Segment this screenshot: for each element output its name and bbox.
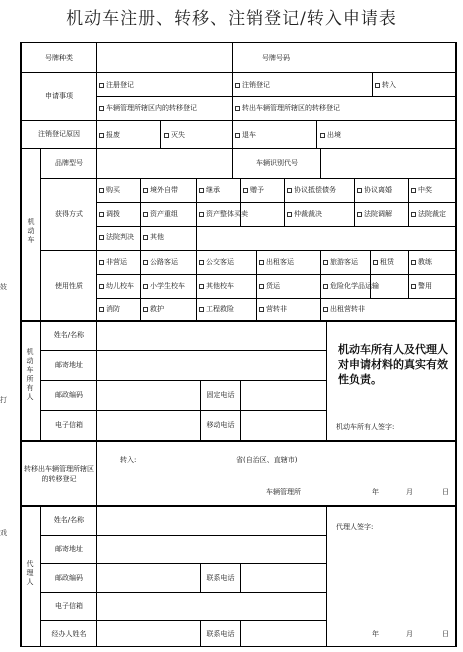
usage-option: 工程救险 — [206, 305, 234, 313]
agent-group-label: 代理人 — [26, 560, 34, 586]
transfer-out-label: 转移出车辆管理所辖区的转移登记 — [24, 465, 94, 483]
rule — [20, 320, 457, 322]
rule — [40, 563, 326, 564]
rule — [284, 178, 285, 226]
rule — [196, 250, 197, 320]
rule — [316, 120, 317, 148]
acq-option: 协议离婚 — [364, 186, 392, 194]
usage-option: 其他校车 — [206, 282, 234, 290]
rule — [140, 250, 141, 320]
agent-address-label: 邮寄地址 — [55, 545, 83, 553]
checkbox-usage[interactable] — [99, 307, 104, 312]
handler-phone-label: 联系电话 — [206, 630, 235, 638]
checkbox-usage[interactable] — [259, 307, 264, 312]
usage-option: 货运 — [266, 282, 280, 290]
rule — [96, 202, 457, 203]
agent-phone-label: 联系电话 — [206, 574, 235, 582]
acq-option: 法院调解 — [364, 210, 392, 218]
checkbox-acq[interactable] — [287, 212, 292, 217]
checkbox-acq[interactable] — [199, 188, 204, 193]
rule — [96, 226, 457, 227]
rule — [372, 72, 373, 96]
brand-label: 品牌型号 — [55, 159, 83, 167]
agent-month: 月 — [406, 630, 413, 638]
checkbox-return[interactable] — [235, 133, 240, 138]
rule — [40, 410, 326, 411]
rule — [408, 178, 409, 226]
checkbox-register[interactable] — [99, 83, 104, 88]
agent-email-label: 电子信箱 — [55, 602, 83, 610]
checkbox-usage[interactable] — [411, 260, 416, 265]
acq-option: 购买 — [106, 186, 120, 194]
checkbox-acq[interactable] — [357, 188, 362, 193]
owner-name-label: 姓名/名称 — [53, 331, 85, 339]
rule — [20, 505, 457, 507]
checkbox-transfer-out[interactable] — [235, 106, 240, 111]
checkbox-usage[interactable] — [199, 260, 204, 265]
acq-option: 法院判决 — [106, 233, 134, 241]
checkbox-usage[interactable] — [143, 284, 148, 289]
usage-option: 教练 — [418, 258, 432, 266]
rule — [96, 96, 457, 97]
checkbox-usage[interactable] — [99, 284, 104, 289]
usage-option: 出租客运 — [266, 258, 294, 266]
province-label: 省(自治区、直辖市) — [236, 456, 298, 464]
option-transfer-in: 转入 — [382, 81, 396, 89]
transfer-year: 年 — [372, 488, 379, 496]
rule — [326, 505, 327, 646]
office-label: 车辆管理所 — [266, 488, 301, 496]
checkbox-acq[interactable] — [99, 188, 104, 193]
rule — [40, 535, 326, 536]
acquire-label: 获得方式 — [55, 210, 83, 218]
usage-option: 营转非 — [266, 305, 287, 313]
checkbox-usage[interactable] — [99, 260, 104, 265]
owner-mobile-label: 移动电话 — [206, 421, 235, 429]
agent-signature-label: 代理人签字: — [336, 523, 374, 531]
transfer-day: 日 — [442, 488, 449, 496]
usage-option: 消防 — [106, 305, 120, 313]
checkbox-usage[interactable] — [259, 260, 264, 265]
usage-option: 出租营转非 — [330, 305, 365, 313]
rule — [40, 592, 326, 593]
margin-fragment: 打 — [0, 396, 7, 404]
acq-option: 继承 — [206, 186, 220, 194]
option-cancel: 注销登记 — [242, 81, 270, 89]
rule — [40, 505, 41, 646]
checkbox-usage[interactable] — [199, 307, 204, 312]
rule — [326, 320, 327, 440]
application-label: 申请事项 — [45, 92, 73, 100]
checkbox-usage[interactable] — [143, 307, 148, 312]
rule — [20, 72, 457, 73]
rule — [240, 620, 241, 646]
owner-postcode-label: 邮政编码 — [55, 391, 83, 399]
margin-fragment: 戏 — [0, 529, 7, 537]
option-scrap: 报废 — [106, 131, 120, 139]
rule — [20, 148, 457, 149]
rule — [96, 298, 457, 299]
acq-option: 中奖 — [418, 186, 432, 194]
plate-number-label: 号牌号码 — [262, 54, 290, 62]
usage-option: 租赁 — [380, 258, 394, 266]
acq-option: 法院裁定 — [418, 210, 446, 218]
rule — [320, 250, 321, 320]
rule — [354, 178, 355, 226]
agent-day: 日 — [442, 630, 449, 638]
transfer-in-label: 转入: — [120, 456, 137, 464]
acq-option: 其他 — [150, 233, 164, 241]
rule — [96, 274, 457, 275]
usage-label: 使用性质 — [55, 282, 83, 290]
rule — [20, 42, 457, 43]
agent-name-label: 姓名/名称 — [53, 516, 85, 524]
checkbox-acq[interactable] — [99, 212, 104, 217]
usage-option: 公交客运 — [206, 258, 234, 266]
option-transfer-within: 车辆管理所辖区内的转移登记 — [106, 104, 197, 112]
option-register: 注册登记 — [106, 81, 134, 89]
rule — [232, 42, 233, 148]
checkbox-exit[interactable] — [320, 133, 325, 138]
checkbox-usage[interactable] — [373, 260, 378, 265]
acq-option: 仲裁裁决 — [294, 210, 322, 218]
checkbox-acq[interactable] — [99, 235, 104, 240]
rule — [160, 120, 161, 148]
checkbox-transfer-within[interactable] — [99, 106, 104, 111]
checkbox-transfer-in[interactable] — [375, 83, 380, 88]
owner-email-label: 电子信箱 — [55, 421, 83, 429]
checkbox-acq[interactable] — [143, 212, 148, 217]
checkbox-scrap[interactable] — [99, 133, 104, 138]
checkbox-usage[interactable] — [199, 284, 204, 289]
checkbox-usage[interactable] — [323, 260, 328, 265]
checkbox-acq[interactable] — [357, 212, 362, 217]
rule — [200, 380, 201, 440]
acq-option: 调拨 — [106, 210, 120, 218]
rule — [40, 380, 326, 381]
rule — [40, 148, 41, 320]
owner-signature-label: 机动车所有人签字: — [336, 423, 395, 431]
checkbox-acq[interactable] — [411, 212, 416, 217]
rule — [20, 120, 457, 121]
acq-option: 协议抵偿债务 — [294, 186, 336, 194]
rule — [240, 563, 241, 592]
owner-phone-label: 固定电话 — [206, 391, 235, 399]
checkbox-usage[interactable] — [143, 260, 148, 265]
checkbox-usage[interactable] — [259, 284, 264, 289]
option-lost: 灭失 — [171, 131, 185, 139]
checkbox-cancel[interactable] — [235, 83, 240, 88]
checkbox-usage[interactable] — [323, 284, 328, 289]
usage-option: 救护 — [150, 305, 164, 313]
statement-text: 机动车所有人及代理人对申请材料的真实有效性负责。 — [338, 343, 448, 386]
rule — [96, 148, 97, 320]
rule — [408, 250, 409, 298]
rule — [196, 178, 197, 250]
usage-option: 旅游客运 — [330, 258, 358, 266]
agent-year: 年 — [372, 630, 379, 638]
usage-option: 非营运 — [106, 258, 127, 266]
checkbox-acq[interactable] — [199, 212, 204, 217]
acq-option: 资产整体买卖 — [206, 210, 248, 218]
rule — [96, 440, 97, 505]
option-transfer-out: 转出车辆管理所辖区的转移登记 — [242, 104, 340, 112]
rule — [40, 250, 457, 251]
vehicle-group-label: 机动车 — [27, 218, 35, 244]
option-return: 退车 — [242, 131, 256, 139]
cancel-reason-label: 注销登记原因 — [38, 130, 80, 138]
option-exit: 出境 — [327, 131, 341, 139]
rule — [96, 42, 97, 148]
usage-option: 小学生校车 — [150, 282, 185, 290]
checkbox-acq[interactable] — [411, 188, 416, 193]
acq-option: 资产重组 — [150, 210, 178, 218]
margin-fragment: 妓 — [0, 283, 7, 291]
checkbox-acq[interactable] — [287, 188, 292, 193]
plate-type-label: 号牌种类 — [45, 54, 73, 62]
transfer-month: 月 — [406, 488, 413, 496]
rule — [20, 646, 457, 647]
rule — [40, 350, 326, 351]
acq-option: 赠予 — [250, 186, 264, 194]
rule — [140, 178, 141, 250]
checkbox-acq[interactable] — [143, 188, 148, 193]
checkbox-usage[interactable] — [411, 284, 416, 289]
checkbox-usage[interactable] — [323, 307, 328, 312]
checkbox-acq[interactable] — [143, 235, 148, 240]
rule — [40, 178, 457, 179]
form-title: 机动车注册、转移、注销登记/转入申请表 — [66, 9, 397, 29]
rule — [96, 505, 97, 646]
checkbox-acq[interactable] — [243, 188, 248, 193]
usage-option: 警用 — [418, 282, 432, 290]
usage-option: 危险化学品运输 — [330, 282, 379, 290]
usage-option: 幼儿校车 — [106, 282, 134, 290]
rule — [232, 148, 233, 178]
rule — [240, 380, 241, 440]
rule — [455, 42, 457, 647]
usage-option: 公路客运 — [150, 258, 178, 266]
owner-group-label: 机动车所有人 — [26, 348, 34, 401]
agent-postcode-label: 邮政编码 — [55, 574, 83, 582]
rule — [256, 250, 257, 320]
rule — [20, 440, 457, 442]
checkbox-lost[interactable] — [164, 133, 169, 138]
rule — [320, 148, 321, 178]
vin-label: 车辆识别代号 — [256, 159, 298, 167]
owner-address-label: 邮寄地址 — [55, 361, 83, 369]
rule — [40, 620, 326, 621]
handler-name-label: 经办人姓名 — [51, 630, 87, 638]
acq-option: 境外自带 — [150, 186, 178, 194]
